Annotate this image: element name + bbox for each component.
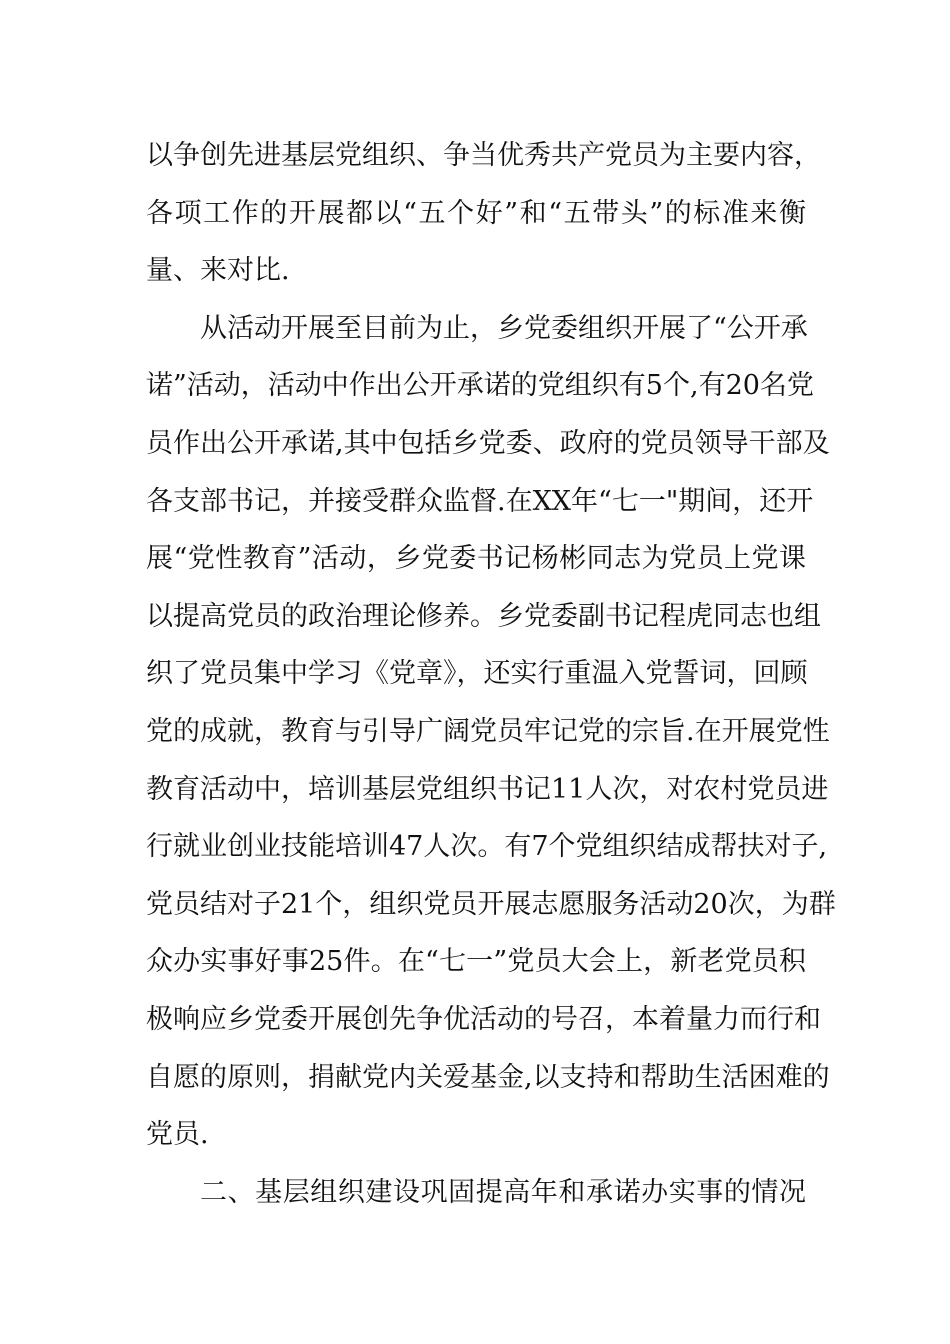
text-line: 量、来对比.: [146, 255, 290, 287]
document-body: [146, 127, 836, 1221]
text-line: 教育活动中，培训基层党组织书记11人次，对农村党员进: [146, 773, 829, 805]
text-line: 以提高党员的政治理论修养。乡党委副书记程虎同志也组: [146, 600, 821, 632]
text-line: 众办实事好事25件。在“七一”党员大会上，新老党员积: [146, 946, 806, 978]
text-line: 行就业创业技能培训47人次。有7个党组织结成帮扶对子,: [146, 831, 828, 863]
text-line: 诺”活动，活动中作出公开承诺的党组织有5个,有20名党: [146, 370, 814, 402]
paragraph-3: [146, 1164, 806, 1222]
text-line: 员作出公开承诺,其中包括乡党委、政府的党员领导干部及: [146, 427, 830, 459]
text-line: 以争创先进基层党组织、争当优秀共产党员为主要内容，: [146, 140, 821, 171]
text-line: 从活动开展至目前为止，乡党委组织开展了“公开承: [200, 312, 808, 344]
paragraph-1: [146, 127, 821, 300]
text-line: 党的成就，教育与引导广阔党员牢记党的宗旨.在开展党性: [146, 715, 830, 747]
text-line: 各项工作的开展都以“五个好”和“五带头”的标准来衡: [146, 197, 806, 229]
text-line: 党员.: [146, 1119, 209, 1151]
text-line: 各支部书记，并接受群众监督.在XX年“七一"期间，还开: [146, 485, 814, 517]
text-line: 展“党性教育”活动，乡党委书记杨彬同志为党员上党课: [146, 543, 806, 575]
text-line: 自愿的原则，捐献党内关爱基金,以支持和帮助生活困难的: [146, 1061, 830, 1093]
text-line: 极响应乡党委开展创先争优活动的号召，本着量力而行和: [146, 1003, 821, 1035]
paragraph-2: [146, 300, 836, 1164]
section-heading: 二、基层组织建设巩固提高年和承诺办实事的情况: [200, 1176, 806, 1208]
text-line: 党员结对子21个，组织党员开展志愿服务活动20次，为群: [146, 888, 836, 920]
text-line: 织了党员集中学习《党章》，还实行重温入党誓词，回顾: [146, 658, 808, 690]
